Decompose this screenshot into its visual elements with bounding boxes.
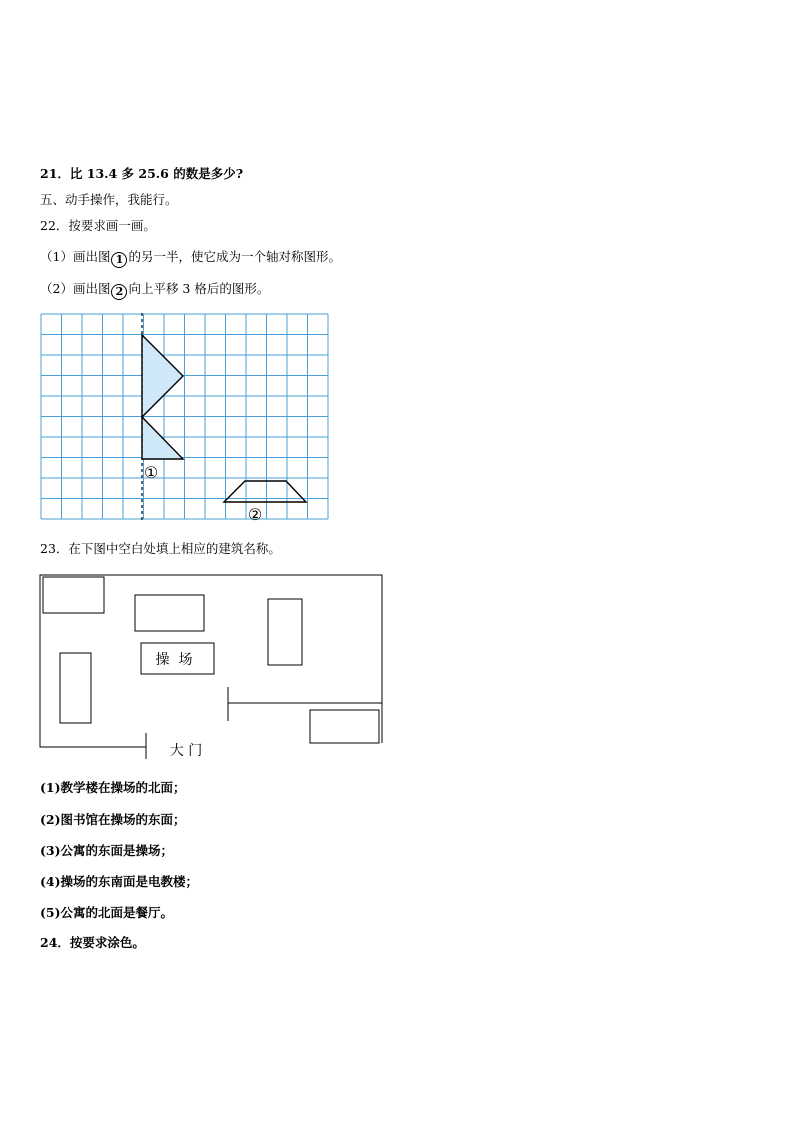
campus-map	[38, 573, 384, 759]
part-prefix: （2）画出图	[40, 281, 111, 296]
gate-label: 大 门	[169, 743, 203, 759]
part-suffix: 向上平移 3 格后的图形。	[128, 281, 270, 296]
grid-lines	[41, 314, 328, 519]
shape-2-label: ②	[247, 505, 263, 524]
question-22-part-2	[40, 281, 269, 300]
question-text: 按要求画一画。	[68, 218, 156, 233]
circled-number: 1	[111, 252, 127, 268]
shape-1-lower-triangle	[142, 417, 183, 459]
question-number: 24．	[40, 935, 70, 950]
clue-1: (1)教学楼在操场的北面；	[40, 780, 186, 795]
question-text: 按要求涂色。	[69, 935, 145, 950]
section-title: 五、动手操作，我能行。	[40, 192, 178, 207]
part-suffix: 的另一半，使它成为一个轴对称图形。	[128, 249, 341, 264]
circled-number: 2	[111, 284, 127, 300]
blank-building-northwest[interactable]	[43, 577, 104, 613]
clue-2: (2)图书馆在操场的东面；	[40, 812, 186, 827]
blank-building-southeast[interactable]	[310, 710, 379, 743]
question-text: 比 13.4 多 25.6 的数是多少?	[69, 166, 244, 181]
question-number: 21．	[40, 166, 70, 181]
part-prefix: （1）画出图	[40, 249, 111, 264]
question-23	[40, 541, 281, 557]
clue-4: (4)操场的东南面是电教楼；	[40, 874, 199, 889]
question-number: 23．	[40, 541, 69, 556]
shape-1-label: ①	[143, 463, 159, 482]
question-22-part-1	[40, 249, 341, 268]
grid-figure	[40, 313, 328, 525]
shape-1-upper-triangle	[142, 335, 183, 417]
question-22	[40, 218, 156, 234]
question-text: 在下图中空白处填上相应的建筑名称。	[68, 541, 281, 556]
blank-building-north[interactable]	[135, 595, 204, 631]
clue-3: (3)公寓的东面是操场；	[40, 843, 174, 858]
question-number: 22．	[40, 218, 69, 233]
question-24	[40, 935, 145, 951]
question-21	[40, 166, 243, 182]
blank-building-east[interactable]	[268, 599, 302, 665]
playground-label: 操 场	[155, 652, 193, 668]
blank-building-west[interactable]	[60, 653, 91, 723]
clue-5: (5)公寓的北面是餐厅。	[40, 905, 174, 920]
